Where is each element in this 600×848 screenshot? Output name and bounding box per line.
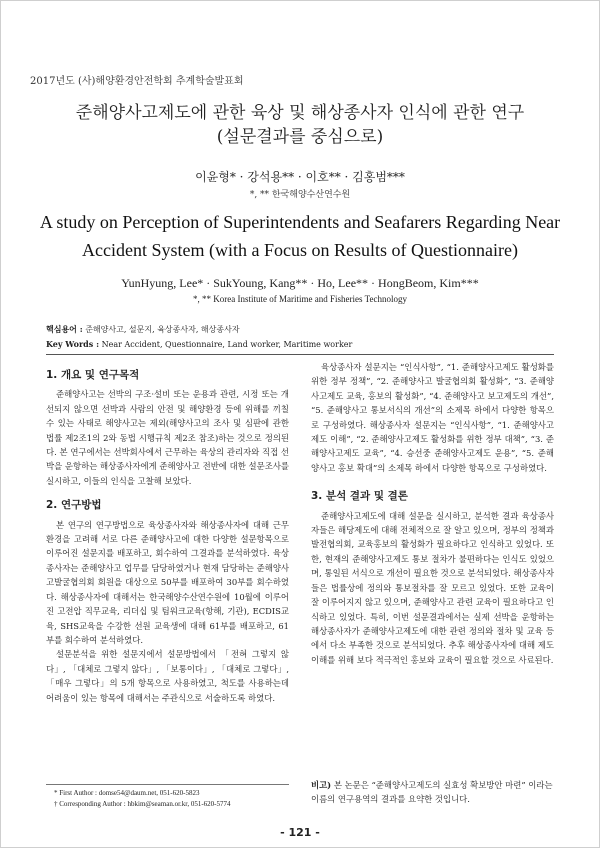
english-authors: YunHyung, Lee* · SukYoung, Kang** · Ho, Lee** · HongBeom, Kim*** [121, 276, 479, 290]
right-column [311, 360, 554, 667]
section-2-paragraph-3: 육상종사자 설문지는 “인식사항”, “1. 준해양사고제도 활성화를 위한 정부 정책”, “2. 준해양사고 발굴협의회 활성화”, “3. 준해양사고제도 교육, 홍보의 활성화”, “4. 준해양사고 보고제도의 개선”, “5. 준해양사고 통보서식의 개선”의 소제목 하에서 다양한 항목으로 구성하였다. 해상종사자 설문지는 “인식사항”, “1. 준해양사고제도 이해”, “2. 준해양사고제도 활성화를 위한 정부 대책”, “3. 준해양사고제도 교육”, “4. 승선중 준해양사고제도 운용”, “5. 준해양사고 홍보 확대”의 소제목 하에서 다양한 항목으로 구성하였다. [311, 362, 554, 473]
section-2-heading: 2. 연구방법 [46, 499, 102, 512]
keywords-ko [46, 322, 352, 337]
section-3-paragraph: 준해양사고제도에 대해 설문을 실시하고, 분석한 결과 육상종사자들은 해당제도에 대해 전체적으로 잘 알고 있으며, 정부의 정책과 발전협의회, 교육홍보의 활성화가 필요하다고 인식하고 있었다. 또한, 현재의 준해양사고제도 통보 절차가 불편하다는 인식도 있었으며, 통일된 서식으로 개선이 필요한 것으로 분석되었다. 해상종사자들은 법률상에 정의와 통보절차를 잘 모르고 있었다. 또한 교육이 잘 이루어지지 않고 있으며, 준해양사고 관련 교육이 필요하다고 인식하고 있었다. 특히, 이번 설문결과에서는 실제 선박을 운항하는 해상종사자가 준해양사고제도에 대한 관련 정의와 절차 및 교육 등에서 다소 부족한 것으로 분석되었다. 추후 해상종사자에 대해 제도이해를 위해 보다 적극적인 홍보와 교육이 필요할 것으로 사료된다. [311, 510, 554, 665]
footnote-first-author: * First Author : domse54@daum.net, 051-620-5823 [54, 789, 200, 797]
section-2-paragraph-2: 설문분석을 위한 설문지에서 설문방법에서 「전혀 그렇지 않다」, 「대체로 그렇지 않다」, 「보통이다」, 「대체로 그렇다」, 「매우 그렇다」의 5개 항목으로 사용하였고, 척도를 사용하는데 어려움이 있는 항목에 대해서는 주관식으로 서술하도록 하였다. [46, 649, 289, 703]
acknowledgement-label: 비고) [311, 780, 332, 790]
korean-title-line2: (설문결과를 중심으로) [216, 127, 384, 147]
keywords-block [46, 322, 352, 352]
section-2-paragraph-1: 본 연구의 연구방법으로 육상종사자와 해상종사자에 대해 근무환경을 고려해 서로 다른 준해양사고에 대한 다양한 설문항목으로 이루어진 설문지를 배포하고, 회수하여 그결과를 분석하였다. 육상종사자는 준해양사고 업무를 담당하였거나 현재 담당하는 준해양사고발굴협의회 회원을 대상으로 50부를 배포하여 30부를 회수하였다. 해상종사자에 대해서는 한국해양수산연수원에 10월에 이루어진 고전압 직무교육, 리더십 및 팀워크교육(항해, 기관), ECDIS교육, SHS교육을 수강한 선원 교육생에 대해 61부를 배포하고, 61부를 회수하여 분석하였다. [46, 519, 289, 645]
conference-header: 2017년도 (사)해양환경안전학회 추계학술발표회 [30, 76, 244, 87]
footnote-corresponding-author: † Corresponding Author : hbkim@seaman.or.kr, 051-620-5774 [54, 800, 231, 808]
section-1-paragraph: 준해양사고는 선박의 구조·설비 또는 운용과 관련, 시정 또는 개선되지 않으면 선박과 사람의 안전 및 해양환경 등에 위해를 끼칠 수 있는 사태로 해양사고는 제외(해양사고의 조사 및 심판에 관한 법률 제2조1의 2와 동법 시행규칙 제2조 참조)하는 것으로 정의된다. 본 연구에서는 선박회사에서 근무하는 육상의 관리자와 직접 선박을 운항하는 해상종사자에게 준해양사고 전반에 대한 설문조사를 실시하고, 이들의 인식을 고찰해 보았다. [46, 389, 289, 486]
keywords-ko-label: 핵심용어 : [46, 324, 83, 334]
keywords-ko-text: 준해양사고, 설문지, 육상종사자, 해상종사자 [85, 325, 240, 334]
keywords-en-label: Key Words : [46, 339, 100, 349]
keywords-en [46, 337, 352, 352]
english-title-line1: A study on Perception of Superintendents and Seafarers Regarding Near [39, 212, 561, 232]
korean-authors: 이윤형* · 강석용** · 이호** · 김홍범*** [195, 170, 405, 184]
english-title-line2: Accident System (with a Focus on Results of Questionnaire) [82, 240, 518, 260]
english-affiliation: *, ** Korea Institute of Maritime and Fisheries Technology [193, 294, 407, 304]
header-divider [46, 354, 554, 355]
korean-affiliation: *, ** 한국해양수산연수원 [249, 190, 351, 200]
section-3-heading: 3. 분석 결과 및 결론 [311, 490, 408, 503]
footnotes [46, 784, 289, 810]
korean-title-line1: 준해양사고제도에 관한 육상 및 해상종사자 인식에 관한 연구 [75, 103, 525, 123]
acknowledgement-text: 본 논문은 “준해양사고제도의 실효성 확보방안 마련” 이라는 이름의 연구용역의 결과를 요약한 것입니다. [311, 780, 553, 804]
page-number: - 121 - [280, 826, 320, 839]
keywords-en-text: Near Accident, Questionnaire, Land worker, Maritime worker [101, 340, 353, 349]
acknowledgement [311, 778, 554, 806]
section-1-heading: 1. 개요 및 연구목적 [46, 369, 140, 381]
left-column [46, 360, 289, 705]
